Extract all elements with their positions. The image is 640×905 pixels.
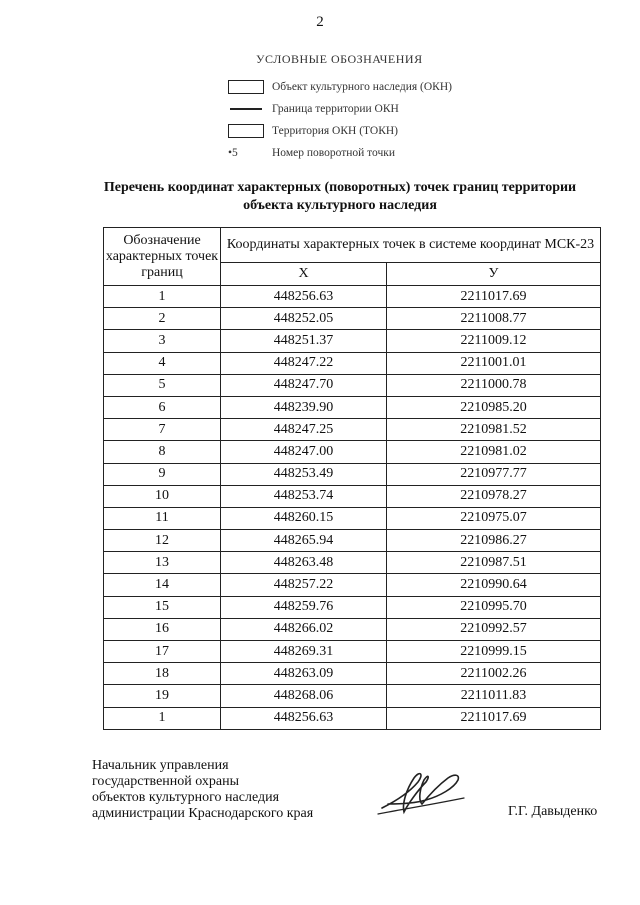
- table-row: [104, 308, 601, 330]
- box-symbol-icon: [228, 80, 264, 94]
- header-x: Х: [221, 263, 387, 286]
- y-coordinate-cell: 2211002.26: [387, 663, 601, 685]
- x-coordinate-cell: 448247.00: [221, 441, 387, 463]
- x-coordinate-cell: 448256.63: [221, 286, 387, 308]
- header-coordinate-system: Координаты характерных точек в системе координат МСК-23: [221, 228, 601, 263]
- box-symbol-icon: [228, 124, 264, 138]
- table-row: [104, 374, 601, 396]
- table-row: [104, 441, 601, 463]
- point-number-cell: 2: [104, 308, 221, 330]
- point-number-cell: 13: [104, 552, 221, 574]
- y-coordinate-cell: 2210992.57: [387, 618, 601, 640]
- x-coordinate-cell: 448263.09: [221, 663, 387, 685]
- signatory-line: государственной охраны: [92, 774, 240, 789]
- table-row: [104, 352, 601, 374]
- point-number-cell: 4: [104, 352, 221, 374]
- point-number-cell: 19: [104, 685, 221, 707]
- legend-item-okn: [228, 80, 452, 94]
- x-coordinate-cell: 448247.70: [221, 374, 387, 396]
- y-coordinate-cell: 2210999.15: [387, 641, 601, 663]
- table-row: [104, 530, 601, 552]
- header-y: У: [387, 263, 601, 286]
- header-point: Обозначение характерных точек границ: [104, 228, 221, 286]
- page-number: 2: [316, 14, 324, 30]
- table-row: [104, 574, 601, 596]
- legend-label: Территория ОКН (ТОКН): [272, 125, 399, 137]
- table-row: [104, 419, 601, 441]
- point-number-cell: 11: [104, 507, 221, 529]
- y-coordinate-cell: 2211017.69: [387, 707, 601, 729]
- point-number-cell: 16: [104, 618, 221, 640]
- x-coordinate-cell: 448269.31: [221, 641, 387, 663]
- y-coordinate-cell: 2210975.07: [387, 507, 601, 529]
- x-coordinate-cell: 448266.02: [221, 618, 387, 640]
- table-row: [104, 707, 601, 729]
- point-marker-icon: •5: [228, 147, 238, 159]
- point-number-cell: 1: [104, 707, 221, 729]
- table-row: [104, 596, 601, 618]
- signer-name: Г.Г. Давыденко: [508, 804, 598, 819]
- table-row: [104, 507, 601, 529]
- y-coordinate-cell: 2211008.77: [387, 308, 601, 330]
- x-coordinate-cell: 448253.49: [221, 463, 387, 485]
- legend-item-point: [228, 146, 395, 160]
- point-number-cell: 1: [104, 286, 221, 308]
- point-number-cell: 15: [104, 596, 221, 618]
- x-coordinate-cell: 448265.94: [221, 530, 387, 552]
- signatory-line: Начальник управления: [92, 758, 229, 773]
- table-row: [104, 685, 601, 707]
- y-coordinate-cell: 2210985.20: [387, 396, 601, 418]
- table-row: [104, 396, 601, 418]
- table-row: [104, 618, 601, 640]
- x-coordinate-cell: 448253.74: [221, 485, 387, 507]
- signatory-line: объектов культурного наследия: [92, 790, 280, 805]
- legend-title: УСЛОВНЫЕ ОБОЗНАЧЕНИЯ: [256, 52, 423, 66]
- table-row: [104, 463, 601, 485]
- y-coordinate-cell: 2211009.12: [387, 330, 601, 352]
- point-number-cell: 6: [104, 396, 221, 418]
- table-row: [104, 552, 601, 574]
- legend-label: Граница территории ОКН: [272, 103, 399, 115]
- table-body: [104, 286, 601, 730]
- signatory-line: администрации Краснодарского края: [92, 806, 314, 821]
- x-coordinate-cell: 448247.22: [221, 352, 387, 374]
- y-coordinate-cell: 2210995.70: [387, 596, 601, 618]
- x-coordinate-cell: 448256.63: [221, 707, 387, 729]
- point-number-cell: 3: [104, 330, 221, 352]
- legend-label: Номер поворотной точки: [272, 147, 396, 159]
- y-coordinate-cell: 2211001.01: [387, 352, 601, 374]
- signatory-position: [92, 758, 313, 822]
- line-symbol-icon: [228, 102, 264, 116]
- y-coordinate-cell: 2210978.27: [387, 485, 601, 507]
- y-coordinate-cell: 2210990.64: [387, 574, 601, 596]
- x-coordinate-cell: 448247.25: [221, 419, 387, 441]
- y-coordinate-cell: 2211000.78: [387, 374, 601, 396]
- point-number-cell: 10: [104, 485, 221, 507]
- y-coordinate-cell: 2211011.83: [387, 685, 601, 707]
- x-coordinate-cell: 448239.90: [221, 396, 387, 418]
- y-coordinate-cell: 2210981.02: [387, 441, 601, 463]
- document-title: [40, 179, 640, 215]
- document-title-line: объекта культурного наследия: [243, 198, 437, 213]
- legend-item-boundary: [228, 102, 399, 116]
- x-coordinate-cell: 448260.15: [221, 507, 387, 529]
- y-coordinate-cell: 2210986.27: [387, 530, 601, 552]
- table-row: [104, 641, 601, 663]
- table-row: [104, 663, 601, 685]
- coordinates-table: [103, 227, 601, 730]
- x-coordinate-cell: 448251.37: [221, 330, 387, 352]
- legend-label: Объект культурного наследия (ОКН): [272, 81, 452, 93]
- x-coordinate-cell: 448257.22: [221, 574, 387, 596]
- legend-item-territory: [228, 124, 398, 138]
- point-number-cell: 5: [104, 374, 221, 396]
- document-title-line: Перечень координат характерных (поворотных) точек границ территории: [103, 180, 577, 195]
- y-coordinate-cell: 2211017.69: [387, 286, 601, 308]
- table-row: [104, 286, 601, 308]
- y-coordinate-cell: 2210981.52: [387, 419, 601, 441]
- x-coordinate-cell: 448263.48: [221, 552, 387, 574]
- point-number-cell: 17: [104, 641, 221, 663]
- x-coordinate-cell: 448252.05: [221, 308, 387, 330]
- y-coordinate-cell: 2210987.51: [387, 552, 601, 574]
- point-number-cell: 18: [104, 663, 221, 685]
- point-number-cell: 9: [104, 463, 221, 485]
- table-row: [104, 485, 601, 507]
- point-number-cell: 14: [104, 574, 221, 596]
- handwritten-signature: [374, 764, 474, 824]
- x-coordinate-cell: 448259.76: [221, 596, 387, 618]
- point-number-cell: 7: [104, 419, 221, 441]
- x-coordinate-cell: 448268.06: [221, 685, 387, 707]
- table-row: [104, 330, 601, 352]
- point-number-cell: 12: [104, 530, 221, 552]
- point-number-cell: 8: [104, 441, 221, 463]
- y-coordinate-cell: 2210977.77: [387, 463, 601, 485]
